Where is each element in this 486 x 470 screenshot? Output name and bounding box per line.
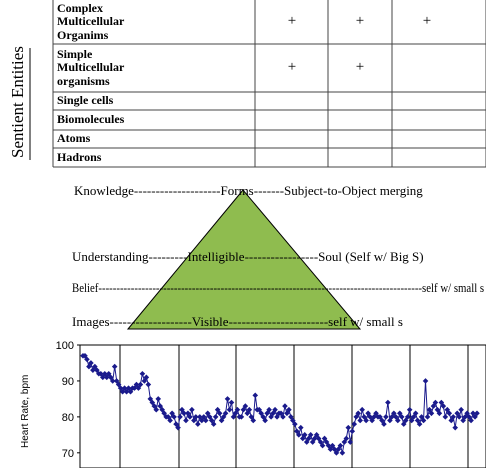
- table-plus-mark: +: [355, 13, 365, 29]
- pyramid-right-text: -----------------Soul (Self w/ Big S): [244, 249, 424, 264]
- heart-rate-point: [340, 450, 346, 456]
- table-row-label-line: Hadrons: [57, 149, 102, 164]
- table-row-label: [57, 151, 101, 165]
- heart-rate-point: [225, 396, 231, 402]
- heart-rate-point: [155, 396, 161, 402]
- table-row-label-line: Simple: [57, 46, 93, 61]
- heart-rate-point: [425, 414, 431, 420]
- heart-rate-point: [298, 425, 304, 431]
- heart-rate-point: [213, 414, 219, 420]
- heart-rate-line: [83, 356, 477, 453]
- table-row-label-line: Multicellular: [57, 60, 125, 75]
- heart-rate-point: [359, 407, 365, 413]
- table-row-label-line: Atoms: [57, 131, 91, 146]
- pyramid-row: [74, 184, 423, 198]
- pyramid-center-text: Forms: [220, 183, 254, 198]
- table-row-label-line: organisms: [57, 73, 110, 88]
- table-row-label-line: Single cells: [57, 93, 114, 108]
- pyramid-left-text: Knowledge--------------------: [74, 183, 221, 198]
- heart-rate-chart: [0, 335, 486, 468]
- pyramid-left-text: Belief------------------------------------------------------------------------------------------: [72, 280, 423, 295]
- heart-rate-point: [183, 418, 189, 424]
- table-plus-mark: +: [287, 13, 297, 29]
- heart-rate-point: [177, 414, 183, 420]
- table-row-label-line: Organims: [57, 27, 109, 42]
- pyramid-right-text: self w/ small s: [422, 280, 485, 295]
- table-plus-mark: +: [422, 13, 432, 29]
- table-plus-mark: +: [355, 59, 365, 75]
- pyramid-row: [72, 250, 424, 264]
- heart-rate-point: [252, 393, 258, 399]
- table-row-label-line: Multicellular: [57, 14, 125, 29]
- y-tick-label: 70: [61, 447, 74, 460]
- y-tick-label: 90: [61, 375, 74, 388]
- table-row-label: [57, 113, 124, 127]
- y-tick-label: 100: [55, 340, 74, 352]
- heart-rate-point: [385, 400, 391, 406]
- table-plus-mark: +: [287, 59, 297, 75]
- y-tick-label: 80: [61, 411, 74, 424]
- heart-rate-point: [383, 414, 389, 420]
- heart-rate-point: [227, 407, 233, 413]
- heart-rate-point: [189, 407, 195, 413]
- pyramid-center-text: Visible: [191, 314, 229, 329]
- pyramid-right-text: -----------------------self w/ small s: [228, 314, 403, 329]
- table-row-label: [57, 132, 90, 146]
- heart-rate-point: [195, 421, 201, 427]
- heart-rate-point: [443, 414, 449, 420]
- pyramid-row: [72, 281, 484, 295]
- y-axis-label-text: Heart Rate, bpm: [20, 374, 31, 448]
- heart-rate-point: [229, 400, 235, 406]
- pyramid-center-text: Intelligible: [187, 249, 245, 264]
- heart-rate-point: [112, 364, 118, 370]
- table-row-label: [57, 2, 124, 43]
- heart-rate-point: [146, 382, 152, 388]
- pyramid-left-text: Understanding---------: [72, 249, 188, 264]
- table-row-label: [57, 48, 124, 89]
- heart-rate-point: [346, 425, 352, 431]
- heart-rate-point: [282, 403, 288, 409]
- pyramid-right-text: -------Subject-to-Object merging: [253, 183, 423, 198]
- heart-rate-point: [349, 428, 355, 434]
- heart-rate-point: [357, 418, 363, 424]
- heart-rate-point: [423, 378, 429, 384]
- heart-rate-point: [140, 371, 146, 377]
- table-row-label-line: Complex: [57, 0, 103, 15]
- pyramid-left-text: Images-------------------: [72, 314, 192, 329]
- heart-rate-point: [452, 425, 458, 431]
- table-row-label: [57, 94, 113, 108]
- heart-rate-point: [407, 407, 413, 413]
- heart-rate-point: [458, 407, 464, 413]
- sentient-entities-text: Sentient Entities: [8, 46, 27, 158]
- table-row-label-line: Biomolecules: [57, 112, 125, 127]
- pyramid-row: [72, 315, 403, 329]
